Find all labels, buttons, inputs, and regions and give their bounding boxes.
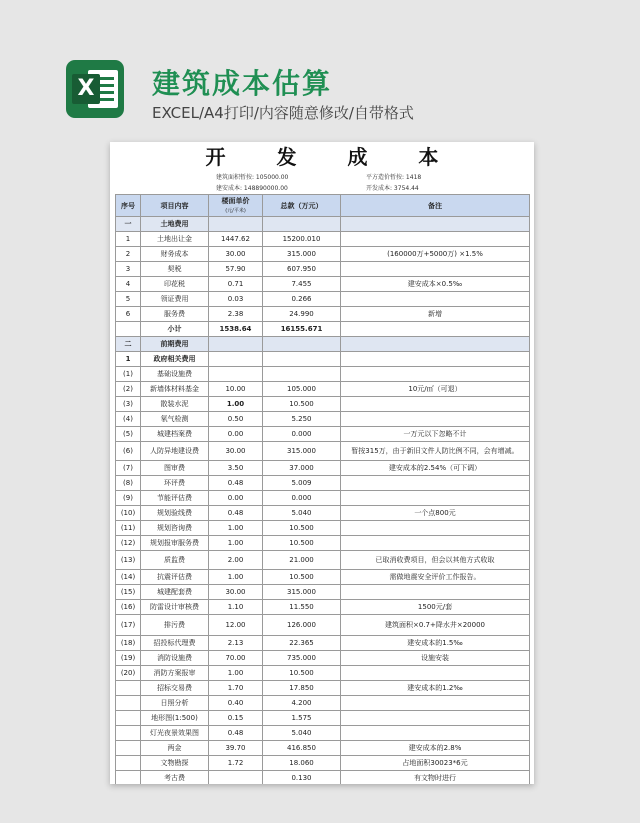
cell-seq	[116, 726, 141, 741]
cell-seq: (4)	[116, 412, 141, 427]
cell-unit-price: 30.00	[209, 442, 263, 461]
cell-note	[341, 476, 530, 491]
cell-total: 0.266	[263, 292, 341, 307]
cell-note	[341, 262, 530, 277]
cell-unit-price: 0.50	[209, 412, 263, 427]
table-row	[116, 292, 530, 307]
cell-item: 服务费	[141, 307, 209, 322]
cell-item: 图审费	[141, 461, 209, 476]
cell-item: 散装水泥	[141, 397, 209, 412]
cell-total: 315.000	[263, 442, 341, 461]
cell-total: 10.500	[263, 570, 341, 585]
table-row	[116, 352, 530, 367]
table-row	[116, 711, 530, 726]
cell-unit-price: 39.70	[209, 741, 263, 756]
cell-seq: (14)	[116, 570, 141, 585]
cell-seq: (15)	[116, 585, 141, 600]
cell-note	[341, 585, 530, 600]
table-row	[116, 741, 530, 756]
cell-note	[341, 367, 530, 382]
cell-unit-price: 1538.64	[209, 322, 263, 337]
cell-note	[341, 292, 530, 307]
cell-seq: 2	[116, 247, 141, 262]
cell-seq: (10)	[116, 506, 141, 521]
table-row	[116, 570, 530, 585]
cell-note	[341, 491, 530, 506]
table-row	[116, 600, 530, 615]
table-row	[116, 412, 530, 427]
table-row	[116, 461, 530, 476]
cell-total: 37.000	[263, 461, 341, 476]
cell-seq: 1	[116, 232, 141, 247]
cell-total: 315.000	[263, 247, 341, 262]
cell-item: 灯光夜景效果图	[141, 726, 209, 741]
cell-item: 质监费	[141, 551, 209, 570]
cell-item: 节能评估费	[141, 491, 209, 506]
info-row-1	[110, 172, 534, 183]
cell-total	[263, 367, 341, 382]
cell-item: 规划验线费	[141, 506, 209, 521]
logo-letter: X	[72, 74, 100, 104]
cell-note	[341, 711, 530, 726]
cell-item: 土地出让金	[141, 232, 209, 247]
table-row	[116, 726, 530, 741]
cell-note	[341, 412, 530, 427]
cell-item: 环评费	[141, 476, 209, 491]
cell-unit-price	[209, 217, 263, 232]
cell-seq: (17)	[116, 615, 141, 636]
cell-total: 735.000	[263, 651, 341, 666]
excel-logo-icon	[66, 60, 124, 118]
cell-seq	[116, 681, 141, 696]
cell-total: 5.009	[263, 476, 341, 491]
cell-unit-price: 1.70	[209, 681, 263, 696]
table-row	[116, 506, 530, 521]
table-row	[116, 262, 530, 277]
cell-total: 5.040	[263, 506, 341, 521]
cell-total: 24.990	[263, 307, 341, 322]
construction-cost-text: 建安成本: 148890000.00	[216, 185, 288, 192]
cell-seq: (12)	[116, 536, 141, 551]
cell-note	[341, 397, 530, 412]
cell-unit-price: 2.00	[209, 551, 263, 570]
cell-seq: 3	[116, 262, 141, 277]
cell-item: 城建档案费	[141, 427, 209, 442]
cell-total: 11.550	[263, 600, 341, 615]
cell-unit-price: 1.00	[209, 397, 263, 412]
cell-unit-price: 0.15	[209, 711, 263, 726]
cell-note	[341, 337, 530, 352]
cell-note: 一万元以下忽略不计	[341, 427, 530, 442]
table-row	[116, 756, 530, 771]
table-row	[116, 247, 530, 262]
cell-item: 抗震评估费	[141, 570, 209, 585]
table-row	[116, 476, 530, 491]
cell-seq: 6	[116, 307, 141, 322]
cell-item: 政府相关费用	[141, 352, 209, 367]
cell-seq: (6)	[116, 442, 141, 461]
cell-item: 前期费用	[141, 337, 209, 352]
cell-seq: 5	[116, 292, 141, 307]
table-row	[116, 636, 530, 651]
cell-total: 10.500	[263, 397, 341, 412]
cell-note: 有文物时进行	[341, 771, 530, 785]
cell-seq: (20)	[116, 666, 141, 681]
cell-note: 需做地震安全评价工作报告。	[341, 570, 530, 585]
cell-unit-price: 0.03	[209, 292, 263, 307]
cell-seq	[116, 696, 141, 711]
cell-note: 建安成本的1.2‰	[341, 681, 530, 696]
cell-total: 10.500	[263, 521, 341, 536]
cell-unit-price: 0.00	[209, 427, 263, 442]
cell-total: 5.040	[263, 726, 341, 741]
cell-seq	[116, 711, 141, 726]
cell-total: 10.500	[263, 666, 341, 681]
cell-unit-price	[209, 352, 263, 367]
cell-unit-price: 2.38	[209, 307, 263, 322]
cell-seq: (7)	[116, 461, 141, 476]
cell-item: 招标交易费	[141, 681, 209, 696]
cell-seq: (18)	[116, 636, 141, 651]
table-row	[116, 585, 530, 600]
cell-unit-price: 0.48	[209, 476, 263, 491]
header-unit-price-label: 楼面单价	[221, 196, 250, 205]
cell-item: 规划报审服务费	[141, 536, 209, 551]
cell-seq: (2)	[116, 382, 141, 397]
cell-note: 设施安装	[341, 651, 530, 666]
cell-unit-price: 1.72	[209, 756, 263, 771]
cell-note	[341, 696, 530, 711]
cell-note	[341, 726, 530, 741]
cell-item: 规划咨询费	[141, 521, 209, 536]
cell-item: 消防方案报审	[141, 666, 209, 681]
cell-item: 新墙体材料基金	[141, 382, 209, 397]
cell-note	[341, 322, 530, 337]
cell-total: 18.060	[263, 756, 341, 771]
cell-unit-price: 10.00	[209, 382, 263, 397]
cell-item: 排污费	[141, 615, 209, 636]
cell-item: 消防设施费	[141, 651, 209, 666]
table-row	[116, 491, 530, 506]
cell-seq: (19)	[116, 651, 141, 666]
cell-total: 10.500	[263, 536, 341, 551]
cell-total: 1.575	[263, 711, 341, 726]
table-row	[116, 277, 530, 292]
table-row	[116, 217, 530, 232]
cell-total: 0.130	[263, 771, 341, 785]
cell-item: 地形图(1:500)	[141, 711, 209, 726]
cell-seq	[116, 322, 141, 337]
page-title: 建筑成本估算	[152, 67, 333, 100]
cell-item: 土地费用	[141, 217, 209, 232]
cell-unit-price: 30.00	[209, 247, 263, 262]
cell-seq: 二	[116, 337, 141, 352]
cell-item: 财务成本	[141, 247, 209, 262]
spreadsheet-preview	[110, 142, 534, 784]
cell-seq: (16)	[116, 600, 141, 615]
table-row	[116, 382, 530, 397]
cell-seq: (1)	[116, 367, 141, 382]
table-row	[116, 771, 530, 785]
cell-unit-price: 57.90	[209, 262, 263, 277]
cell-note: 建筑面积×0.7+降水井×20000	[341, 615, 530, 636]
cell-seq	[116, 771, 141, 785]
cell-total: 315.000	[263, 585, 341, 600]
cell-unit-price: 1.00	[209, 521, 263, 536]
cell-seq: (5)	[116, 427, 141, 442]
table-row	[116, 367, 530, 382]
cell-unit-price: 3.50	[209, 461, 263, 476]
header-total: 总款（万元）	[263, 195, 341, 217]
header-note: 备注	[341, 195, 530, 217]
cell-note: 1500元/套	[341, 600, 530, 615]
cell-unit-price: 0.00	[209, 491, 263, 506]
cell-unit-price: 30.00	[209, 585, 263, 600]
cell-unit-price: 1447.62	[209, 232, 263, 247]
page-subtitle: EXCEL/A4打印/内容随意修改/自带格式	[152, 104, 414, 122]
cell-seq: 4	[116, 277, 141, 292]
cell-note: 一个点800元	[341, 506, 530, 521]
cell-total	[263, 352, 341, 367]
header-unit-price-unit: (元/平米)	[225, 207, 246, 214]
cell-item: 防雷设计审核费	[141, 600, 209, 615]
cell-total: 4.200	[263, 696, 341, 711]
table-row	[116, 397, 530, 412]
cell-note: 已取消收费项目，但会以其他方式收取	[341, 551, 530, 570]
table-row	[116, 307, 530, 322]
cell-item: 印花税	[141, 277, 209, 292]
cell-total: 126.000	[263, 615, 341, 636]
cell-item: 契税	[141, 262, 209, 277]
cell-note	[341, 666, 530, 681]
cell-seq: (8)	[116, 476, 141, 491]
table-row	[116, 337, 530, 352]
table-row	[116, 521, 530, 536]
building-area-text: 建筑面积暂按: 105000.00	[216, 174, 289, 181]
header-unit-price	[209, 195, 263, 217]
cell-note	[341, 352, 530, 367]
table-row	[116, 651, 530, 666]
cell-item: 考古费	[141, 771, 209, 785]
table-row	[116, 696, 530, 711]
table-row	[116, 615, 530, 636]
cell-seq	[116, 756, 141, 771]
cell-note	[341, 232, 530, 247]
cell-total: 607.950	[263, 262, 341, 277]
cell-unit-price	[209, 337, 263, 352]
cell-total	[263, 337, 341, 352]
table-header-row	[116, 195, 530, 217]
cell-unit-price: 1.00	[209, 666, 263, 681]
cell-unit-price	[209, 367, 263, 382]
cell-item: 文物勘探	[141, 756, 209, 771]
table-row	[116, 536, 530, 551]
header-seq: 序号	[116, 195, 141, 217]
cell-note: 占地面积30023*6元	[341, 756, 530, 771]
info-row-2	[110, 183, 534, 194]
development-cost-text: 开发成本: 3754.44	[366, 185, 419, 192]
cell-unit-price: 0.71	[209, 277, 263, 292]
cell-item: 日照分析	[141, 696, 209, 711]
cell-item: 小计	[141, 322, 209, 337]
cell-total: 0.000	[263, 491, 341, 506]
cell-total: 21.000	[263, 551, 341, 570]
cell-total: 5.250	[263, 412, 341, 427]
cell-seq: 一	[116, 217, 141, 232]
cell-unit-price: 12.00	[209, 615, 263, 636]
cell-item: 招投标代理费	[141, 636, 209, 651]
cell-item: 基础设施费	[141, 367, 209, 382]
cell-note: 建安成本的2.54%（可下调）	[341, 461, 530, 476]
cost-table	[115, 194, 530, 784]
cell-seq: 1	[116, 352, 141, 367]
cell-item: 城建配套费	[141, 585, 209, 600]
cell-unit-price: 1.10	[209, 600, 263, 615]
cell-unit-price: 1.00	[209, 570, 263, 585]
cell-total: 416.850	[263, 741, 341, 756]
table-row	[116, 681, 530, 696]
cell-note: 建安成本的1.5‰	[341, 636, 530, 651]
table-row	[116, 442, 530, 461]
table-row	[116, 666, 530, 681]
cell-unit-price: 1.00	[209, 536, 263, 551]
cell-total: 17.850	[263, 681, 341, 696]
table-body	[116, 217, 530, 785]
table-row	[116, 322, 530, 337]
cell-unit-price: 0.48	[209, 726, 263, 741]
table-row	[116, 427, 530, 442]
header-item: 项目内容	[141, 195, 209, 217]
cell-note: 新增	[341, 307, 530, 322]
cell-note: (160000万+5000万) ×1.5%	[341, 247, 530, 262]
cell-note: 10元/㎡（可退）	[341, 382, 530, 397]
cell-seq: (11)	[116, 521, 141, 536]
cell-note	[341, 217, 530, 232]
cell-seq	[116, 741, 141, 756]
cell-unit-price: 0.40	[209, 696, 263, 711]
cell-unit-price: 0.48	[209, 506, 263, 521]
cell-unit-price: 70.00	[209, 651, 263, 666]
cell-seq: (3)	[116, 397, 141, 412]
table-row	[116, 551, 530, 570]
cell-total: 0.000	[263, 427, 341, 442]
cell-unit-price	[209, 771, 263, 785]
cell-note: 暂按315万，由于新旧文件人防比例不同，会有增减。	[341, 442, 530, 461]
cell-total: 7.455	[263, 277, 341, 292]
cell-item: 两金	[141, 741, 209, 756]
cell-total: 105.000	[263, 382, 341, 397]
cell-note: 建安成本×0.5‰	[341, 277, 530, 292]
cell-total: 16155.671	[263, 322, 341, 337]
cell-item: 领证费用	[141, 292, 209, 307]
cell-seq: (13)	[116, 551, 141, 570]
cell-note	[341, 521, 530, 536]
cell-total: 15200.010	[263, 232, 341, 247]
document-title: 开 发 成 本	[205, 145, 461, 169]
cell-total	[263, 217, 341, 232]
cell-total: 22.365	[263, 636, 341, 651]
cell-item: 氡气检测	[141, 412, 209, 427]
cell-item: 人防异地建设费	[141, 442, 209, 461]
cell-seq: (9)	[116, 491, 141, 506]
cell-note	[341, 536, 530, 551]
table-row	[116, 232, 530, 247]
cell-unit-price: 2.13	[209, 636, 263, 651]
cell-note: 建安成本的2.8%	[341, 741, 530, 756]
unit-cost-text: 平方造价暂按: 1418	[366, 174, 422, 181]
